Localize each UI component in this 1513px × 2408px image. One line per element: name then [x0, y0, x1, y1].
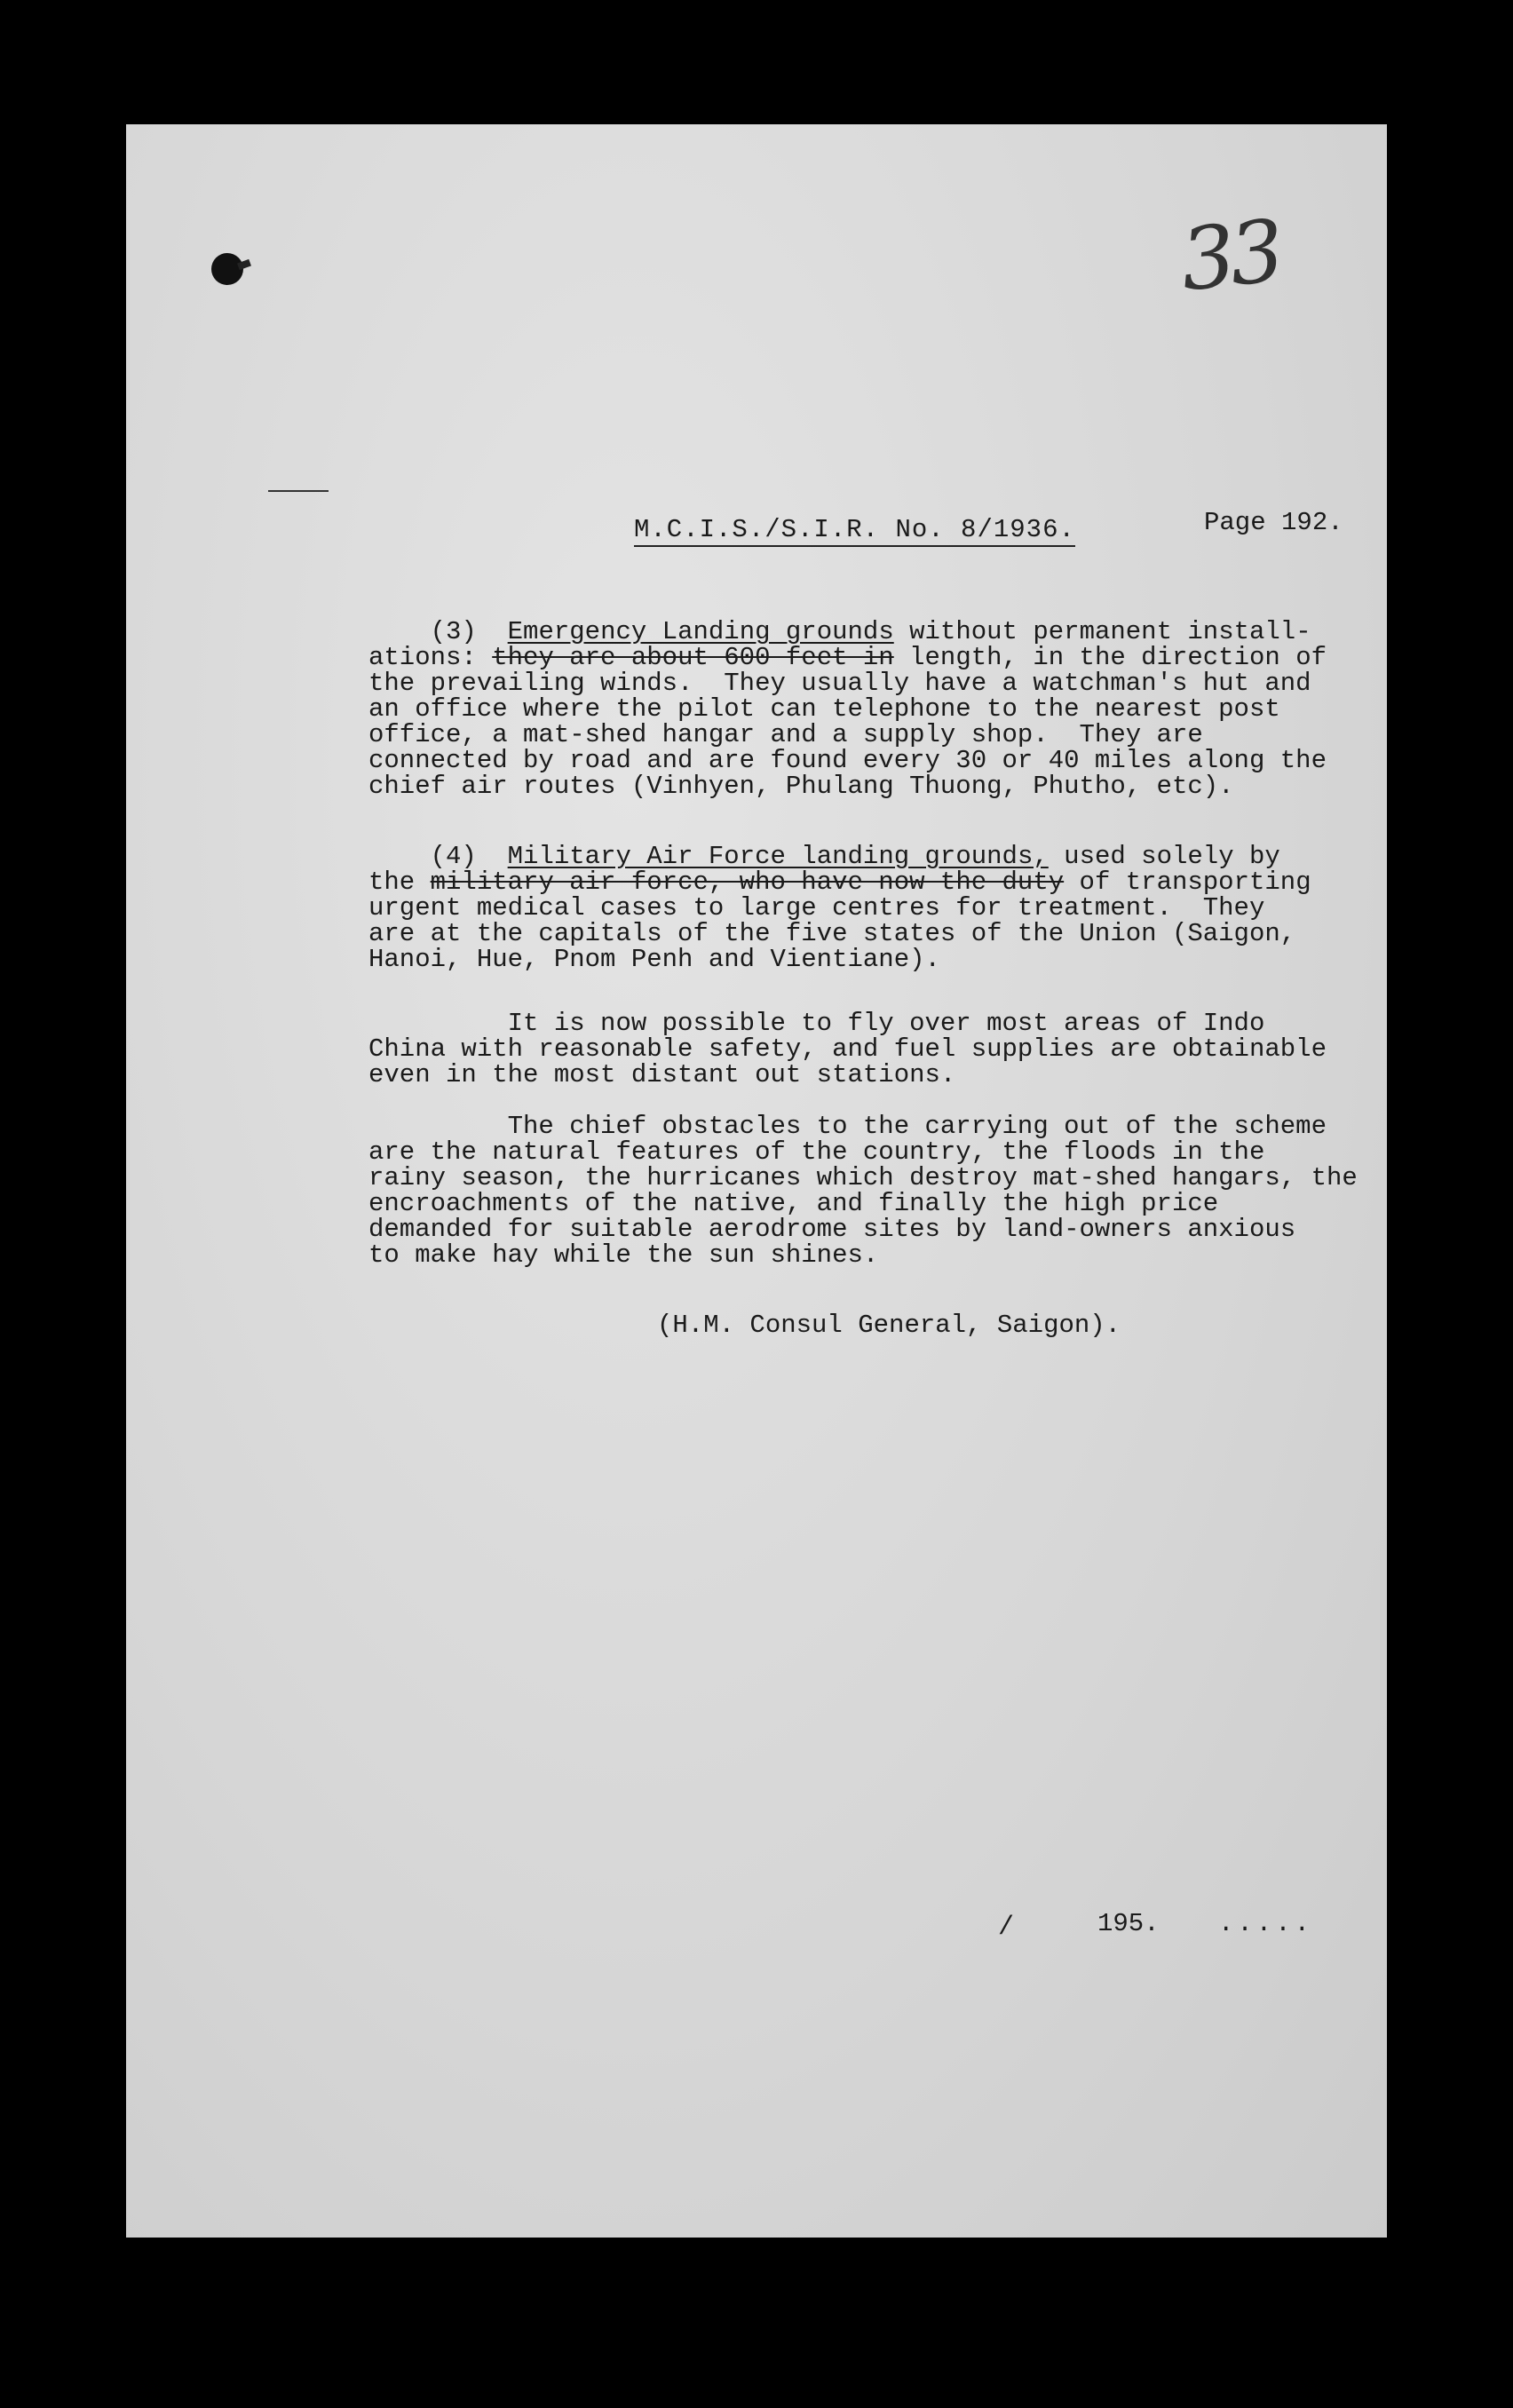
paragraph-line: length, in the direction of [893, 643, 1327, 672]
paragraph-heading: Emergency Landing grounds [507, 617, 894, 646]
paragraph-line: are at the capitals of the five states of the Union (Saigon, [368, 919, 1296, 948]
paragraph-line: are the natural features of the country, the floods in the [368, 1137, 1265, 1167]
paragraph-line: the [368, 867, 431, 897]
struck-text: they are about 600 feet in [492, 643, 894, 672]
paragraph-line: encroachments of the native, and finally the high price [368, 1189, 1219, 1218]
paragraph-line: without permanent install- [893, 617, 1311, 646]
next-page-catchword: 195. [1097, 1909, 1160, 1938]
paragraph-line: an office where the pilot can telephone to the nearest post [368, 694, 1280, 724]
paragraph-line: It is now possible to fly over most areas of Indo [368, 1009, 1265, 1038]
struck-text: military air force, who have now the duty [430, 867, 1065, 897]
paragraph-line: ations: [368, 643, 493, 672]
footer-slash: / [998, 1913, 1015, 1943]
paragraph-line: rainy season, the hurricanes which destroy mat-shed hangars, the [368, 1163, 1358, 1192]
paragraph-emergency-landing [368, 619, 1345, 799]
paragraph-line: to make hay while the sun shines. [368, 1240, 879, 1270]
paragraph-line: chief air routes (Vinhyen, Phulang Thuong, Phutho, etc). [368, 772, 1234, 801]
paragraph-line: used solely by [1048, 842, 1280, 871]
paragraph-line: connected by road and are found every 30 or 40 miles along the [368, 746, 1327, 775]
footer-dots: ..... [1218, 1909, 1314, 1938]
paragraph-line: China with reasonable safety, and fuel supplies are obtainable [368, 1034, 1327, 1064]
paragraph-line: even in the most distant out stations. [368, 1060, 956, 1089]
paragraph-obstacles [368, 1112, 1358, 1270]
paragraph-number: (3) [430, 617, 477, 646]
paragraph-line: the prevailing winds. They usually have a watchman's hut and [368, 669, 1311, 698]
paragraph-military-landing [368, 844, 1345, 972]
page-number: Page 192. [1204, 508, 1343, 537]
paragraph-line: of transporting [1064, 867, 1311, 897]
handwritten-folio-number: 33 [1176, 201, 1284, 311]
report-reference: M.C.I.S./S.I.R. No. 8/1936. [634, 515, 1075, 547]
paragraph-number: (4) [430, 842, 477, 871]
margin-rule [268, 490, 329, 492]
paragraph-line: office, a mat-shed hangar and a supply shop. They are [368, 720, 1203, 749]
paragraph-line: demanded for suitable aerodrome sites by land-owners anxious [368, 1215, 1296, 1244]
paragraph-fly-safety [368, 1010, 1345, 1088]
paragraph-line: urgent medical cases to large centres for treatment. They [368, 893, 1265, 923]
paragraph-heading: Military Air Force landing grounds, [507, 842, 1049, 871]
signature-line: (H.M. Consul General, Saigon). [657, 1311, 1121, 1340]
paragraph-line: Hanoi, Hue, Pnom Penh and Vientiane). [368, 945, 940, 974]
paragraph-line: The chief obstacles to the carrying out of the scheme [368, 1112, 1327, 1141]
